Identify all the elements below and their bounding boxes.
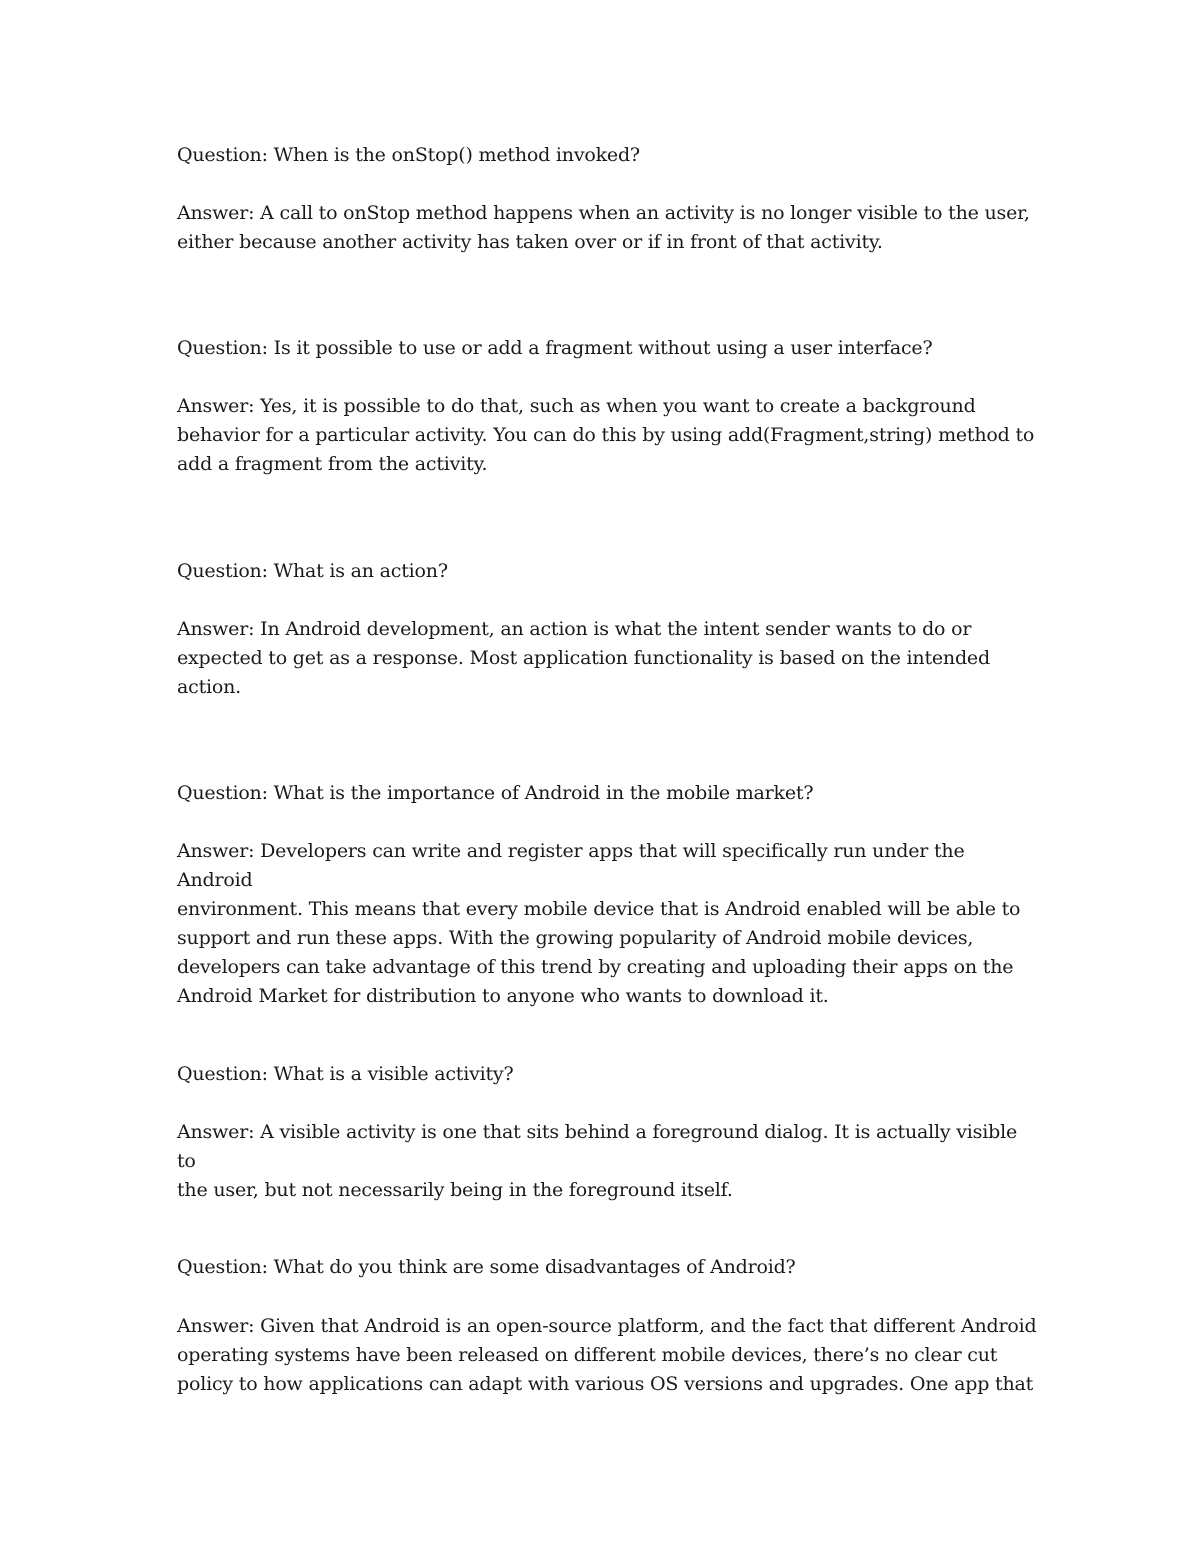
question-text: Question: What is the importance of Android in the mobile market? [177,782,814,804]
answer-text: Answer: Given that Android is an open-source platform, and the fact that different Android operating systems have been released on different mobile devices, there’s no clear cut policy to how applications can adapt with various OS versions and upgrades. One app that [177,1315,1037,1395]
answer-text: Answer: In Android development, an action is what the intent sender wants to do or expected to get as a response. Most application functionality is based on the intended action. [177,618,990,698]
question-text: Question: When is the onStop() method invoked? [177,144,640,166]
question-text: Question: What is an action? [177,560,448,582]
question-text: Question: What is a visible activity? [177,1063,514,1085]
question-text: Question: Is it possible to use or add a fragment without using a user interface? [177,337,933,359]
answer-text: Answer: Yes, it is possible to do that, such as when you want to create a background behavior for a particular activity. You can do this by using add(Fragment,string) method to add a fragment from the activity. [177,395,1035,475]
answer-text: Answer: Developers can write and register apps that will specifically run under the Android environment. This means that every mobile device that is Android enabled will be able to support and run these apps. With the growing popularity of Android mobile devices, developers can take advantage of this trend by creating and uploading their apps on the Android Market for distribution to anyone who wants to download it. [177,840,1021,1007]
answer-text: Answer: A visible activity is one that sits behind a foreground dialog. It is actually visible to the user, but not necessarily being in the foreground itself. [177,1121,1017,1201]
answer-text: Answer: A call to onStop method happens when an activity is no longer visible to the user, either because another activity has taken over or if in front of that activity. [177,202,1030,253]
question-text: Question: What do you think are some disadvantages of Android? [177,1256,796,1278]
